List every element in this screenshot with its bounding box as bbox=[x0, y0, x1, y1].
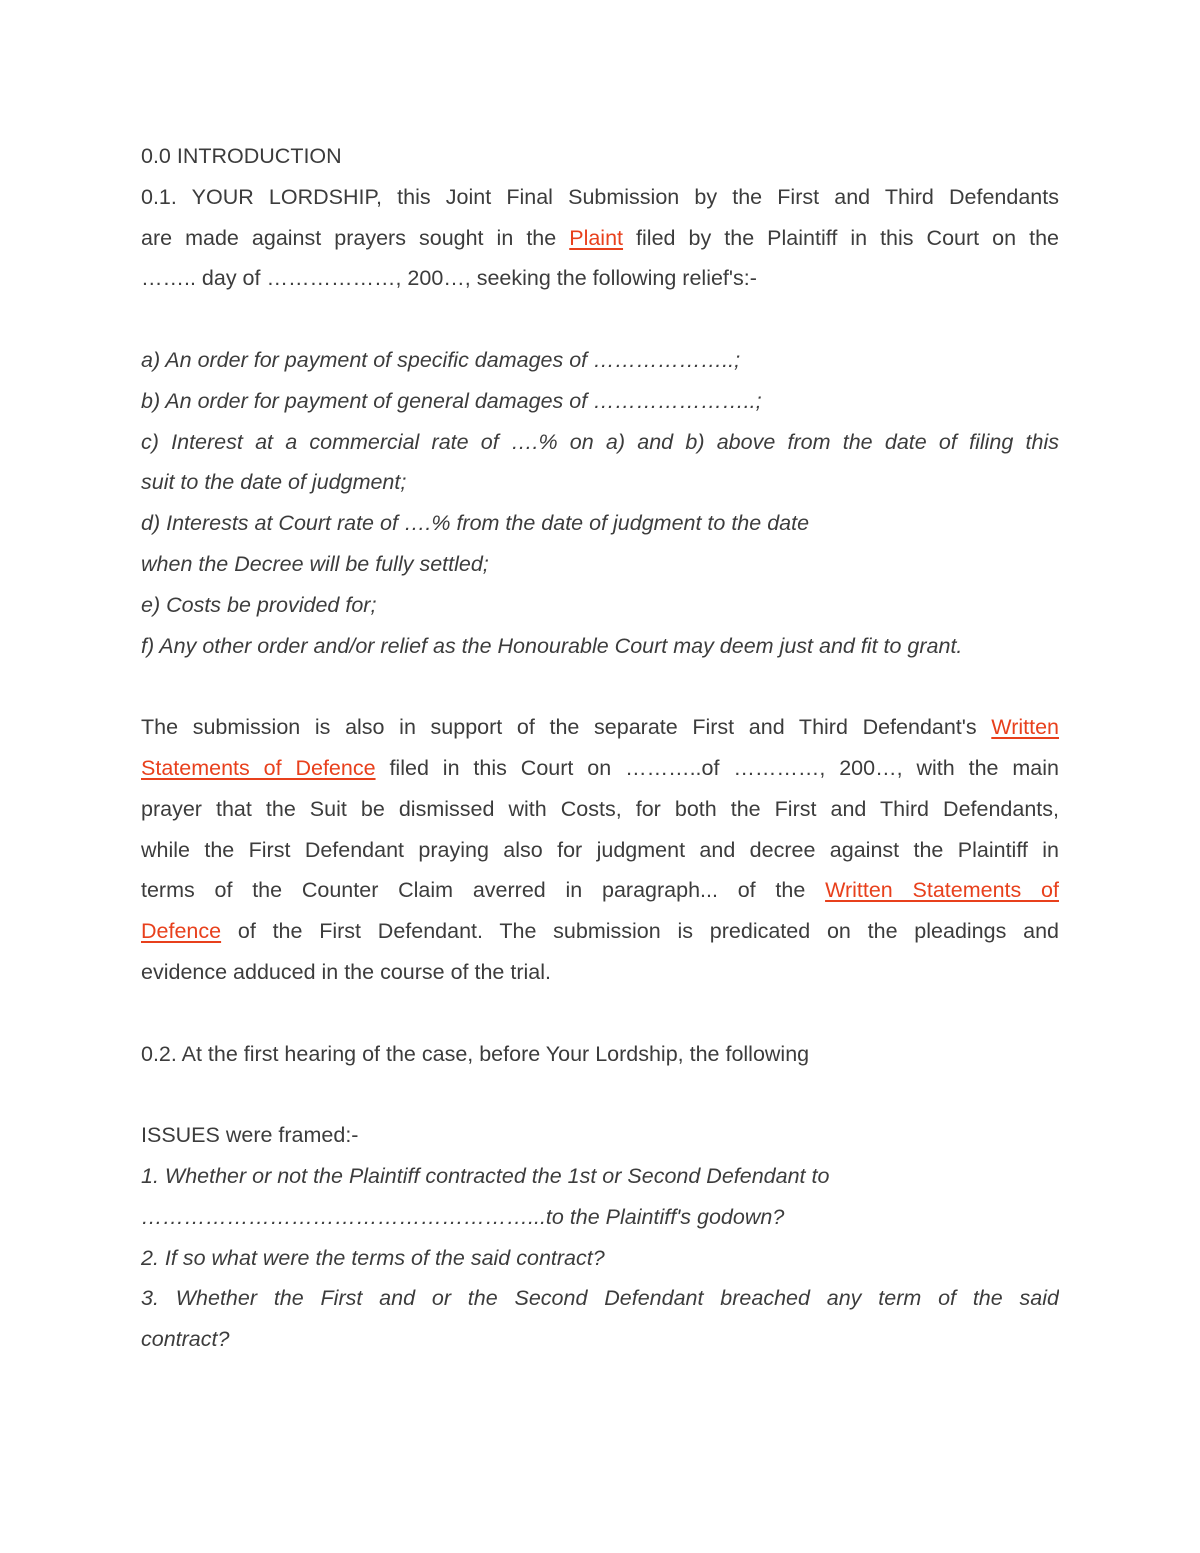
relief-c-cont: suit to the date of judgment; bbox=[141, 470, 407, 495]
text-run: are made against prayers sought in the bbox=[141, 225, 570, 250]
issue-1: 1. Whether or not the Plaintiff contracted the 1st or Second Defendant to bbox=[141, 1163, 830, 1188]
written-statements-link[interactable]: Statements of Defence bbox=[141, 755, 376, 780]
blank-line bbox=[141, 666, 1059, 707]
written-statements-link[interactable]: Written bbox=[991, 715, 1059, 740]
blank-line bbox=[141, 1074, 1059, 1115]
support-paragraph bbox=[141, 707, 1059, 993]
blank-line bbox=[141, 993, 1059, 1034]
defence-link[interactable]: Defence bbox=[141, 919, 222, 944]
issues-heading: ISSUES were framed:- bbox=[141, 1123, 359, 1148]
paragraph-line: while the First Defendant praying also for judgment and decree against the Plaintiff in bbox=[141, 837, 1059, 862]
written-statements-link[interactable]: Written Statements of bbox=[825, 878, 1059, 903]
text-run: filed in this Court on ………..of …………, 200…, with the main bbox=[375, 755, 1059, 780]
paragraph-line: 0.1. YOUR LORDSHIP, this Joint Final Submission by the First and Third Defendants bbox=[141, 184, 1059, 209]
paragraph-line: prayer that the Suit be dismissed with Costs, for both the First and Third Defendants, bbox=[141, 796, 1059, 821]
text-run: filed by the Plaintiff in this Court on the bbox=[623, 225, 1059, 250]
paragraph-0-1 bbox=[141, 177, 1059, 299]
paragraph-line bbox=[141, 707, 1059, 748]
relief-e: e) Costs be provided for; bbox=[141, 592, 377, 617]
issues-list bbox=[141, 1156, 1059, 1360]
paragraph-line bbox=[141, 218, 1059, 259]
relief-d-cont: when the Decree will be fully settled; bbox=[141, 551, 489, 576]
plaint-link[interactable]: Plaint bbox=[569, 225, 624, 250]
issue-1-cont: ………………………………………………...to the Plaintiff's godown? bbox=[141, 1204, 785, 1229]
paragraph-line: evidence adduced in the course of the trial. bbox=[141, 959, 551, 984]
section-heading: 0.0 INTRODUCTION bbox=[141, 144, 342, 168]
issue-3: 3. Whether the First and or the Second Defendant breached any term of the said bbox=[141, 1286, 1059, 1311]
relief-a: a) An order for payment of specific damages of ………………..; bbox=[141, 347, 741, 372]
paragraph-line: …….. day of ………………, 200…, seeking the following relief's:- bbox=[141, 266, 757, 291]
text-run: terms of the Counter Claim averred in paragraph... of the bbox=[141, 878, 826, 903]
relief-c: c) Interest at a commercial rate of ….% on a) and b) above from the date of filing this bbox=[141, 429, 1059, 454]
paragraph-line bbox=[141, 870, 1059, 911]
reliefs-list bbox=[141, 340, 1059, 666]
text-run: The submission is also in support of the separate First and Third Defendant's bbox=[141, 715, 992, 740]
issue-2: 2. If so what were the terms of the said contract? bbox=[141, 1245, 605, 1270]
relief-f: f) Any other order and/or relief as the Honourable Court may deem just and fit to grant. bbox=[141, 633, 963, 658]
paragraph-line bbox=[141, 911, 1059, 952]
text-run: of the First Defendant. The submission is predicated on the pleadings and bbox=[221, 919, 1059, 944]
paragraph-line bbox=[141, 748, 1059, 789]
issue-3-cont: contract? bbox=[141, 1327, 230, 1352]
paragraph-0-2: 0.2. At the first hearing of the case, before Your Lordship, the following bbox=[141, 1041, 810, 1066]
document-page bbox=[141, 136, 1059, 1360]
blank-line bbox=[141, 299, 1059, 340]
relief-d: d) Interests at Court rate of ….% from the date of judgment to the date bbox=[141, 511, 810, 536]
relief-b: b) An order for payment of general damages of …………………..; bbox=[141, 388, 762, 413]
